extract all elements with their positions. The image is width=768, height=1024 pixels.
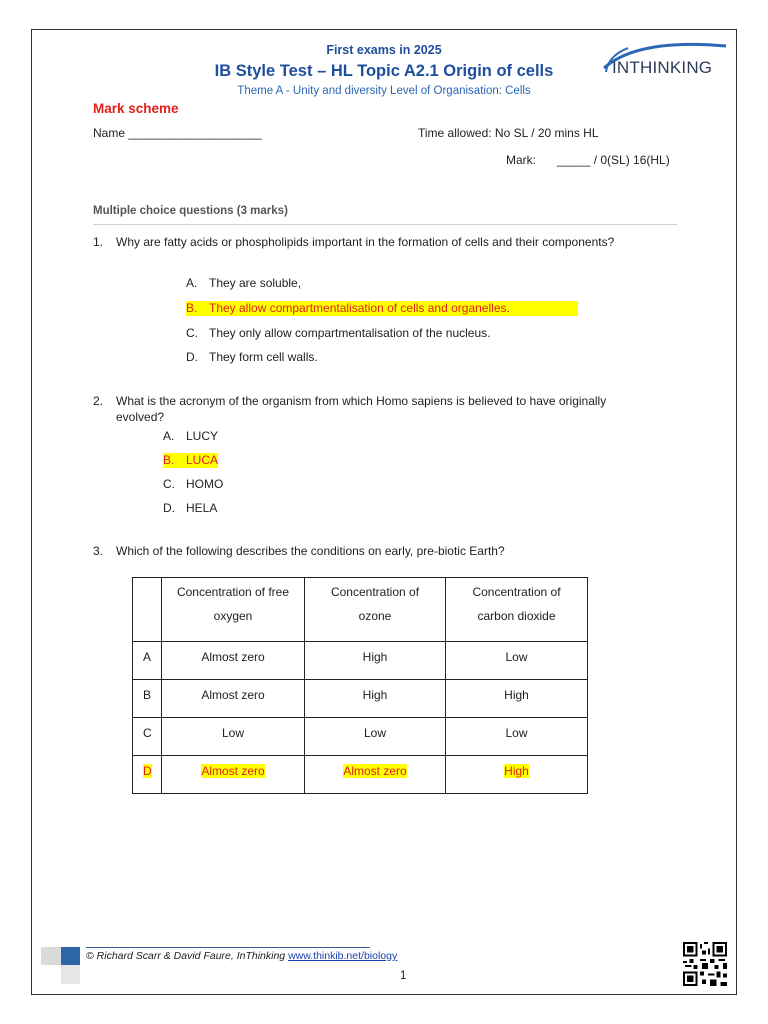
table-row: B Almost zero High High (133, 680, 588, 718)
footer-link[interactable]: www.thinkib.net/biology (288, 950, 398, 962)
conditions-table (132, 577, 588, 794)
question-number: 1. (93, 235, 104, 249)
header-carbon-dioxide: Concentration of carbon dioxide (446, 578, 588, 642)
question-number: 2. (93, 394, 104, 408)
first-exams-label: First exams in 2025 (326, 43, 442, 57)
theme-line: Theme A - Unity and diversity Level of Organisation: Cells (237, 85, 531, 97)
footer-decor-square (61, 947, 80, 965)
footer-divider (86, 947, 370, 948)
question-text-line-1: What is the acronym of the organism from which Homo sapiens is believed to have originally (116, 394, 607, 408)
section-divider (93, 224, 677, 225)
test-title: IB Style Test – HL Topic A2.1 Origin of cells (214, 62, 554, 80)
question-text-line-2: evolved? (116, 410, 165, 424)
mark-value: _____ / 0(SL) 16(HL) (557, 153, 670, 167)
footer-copyright: © Richard Scarr & David Faure, InThinking www.thinkib.net/biology (86, 950, 398, 962)
footer-decor-square (41, 947, 61, 965)
table-row: A Almost zero High Low (133, 642, 588, 680)
mark-scheme-label: Mark scheme (93, 101, 179, 116)
corner-cell (133, 578, 162, 642)
question-3 (93, 543, 693, 559)
header-free-oxygen: Concentration of free oxygen (162, 578, 305, 642)
name-field: Name ____________________ (93, 126, 262, 140)
header-ozone: Concentration of ozone (305, 578, 446, 642)
footer-decor-square (61, 965, 80, 984)
table-row-answer: D Almost zero Almost zero High (133, 756, 588, 794)
table-row: C Low Low Low (133, 718, 588, 756)
logo-text: INTHINKING (612, 58, 713, 77)
question-1 (93, 234, 693, 250)
question-text: Which of the following describes the conditions on early, pre-biotic Earth? (116, 544, 505, 558)
page-border (31, 29, 737, 995)
time-allowed: Time allowed: No SL / 20 mins HL (418, 126, 599, 140)
table-header-row (133, 578, 588, 642)
mark-label: Mark: (506, 153, 536, 167)
question-2 (93, 393, 693, 425)
question-text: Why are fatty acids or phospholipids important in the formation of cells and their components? (116, 235, 615, 249)
page-number: 1 (400, 970, 407, 982)
qr-code-icon (683, 942, 727, 986)
section-title: Multiple choice questions (3 marks) (93, 205, 288, 217)
question-number: 3. (93, 544, 104, 558)
